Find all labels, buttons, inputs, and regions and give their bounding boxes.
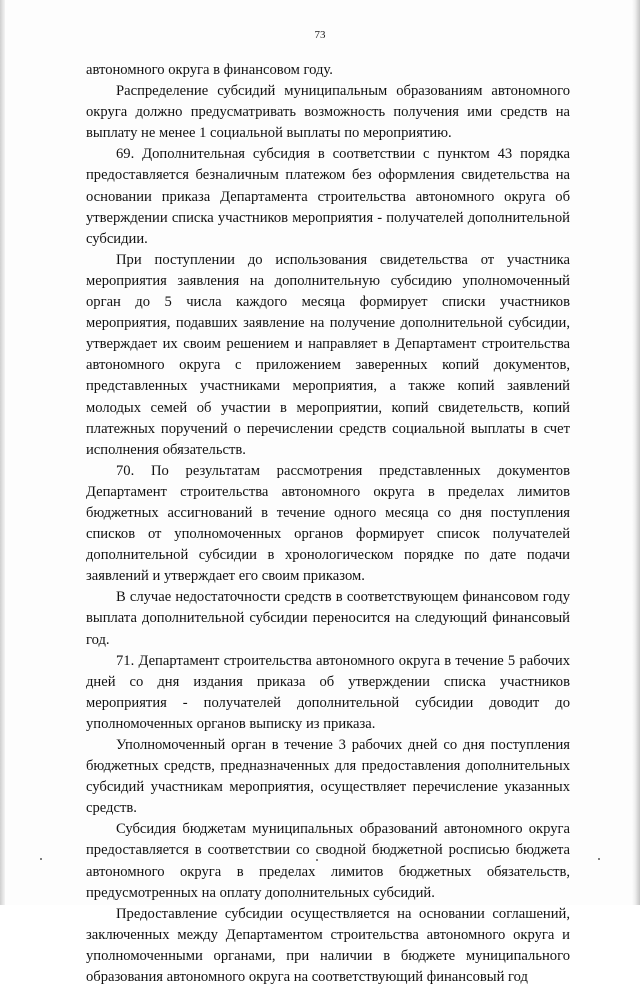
paragraph-budget-subsidy: Субсидия бюджетам муниципальных образований автономного округа предоставляется в соответствии со сводной бюджетной росписью бюджета автономного округа в пределах лимитов бюджетных обязательств, предусмотренных на оплату дополнительных субсидий. <box>86 821 570 901</box>
paragraph-continuation: автономного округа в финансовом году. <box>86 62 333 78</box>
paragraph-application-procedure: При поступлении до использования свидетельства от участника мероприятия заявления на дополнительную субсидию уполномоченный орган до 5 числа каждого месяца формирует списки участников мероприятия, подавших заявление на получение дополнительной субсидии, утверждает их своим решением и направляет в Департамент строительства автономного округа с приложением заверенных копий документов, представленных участниками мероприятия, а также копий заявлений молодых семей об участии в мероприятии, копий свидетельств, копий платежных поручений о перечислении средств социальной выплаты в счет исполнения обязательств. <box>86 251 570 458</box>
page-number: 73 <box>314 29 326 41</box>
paragraph-subsidy-distribution: Распределение субсидий муниципальным образованиям автономного округа должно предусматривать возможность получения ими средств на выплату не менее 1 социальной выплаты по мероприятию. <box>86 83 570 142</box>
scan-speck <box>598 858 600 860</box>
paragraph-item-69: 69. Дополнительная субсидия в соответствии с пунктом 43 порядка предоставляется безналичным платежом без оформления свидетельства на основании приказа Департамента строительства автономного округа об утверждении списка участников мероприятия - получателей дополнительной субсидии. <box>86 146 570 247</box>
scan-speck <box>316 859 318 861</box>
paragraph-insufficient-funds: В случае недостаточности средств в соответствующем финансовом году выплата дополнительной субсидии переносится на следующий финансовый год. <box>86 589 570 648</box>
paragraph-authorized-body: Уполномоченный орган в течение 3 рабочих дней со дня поступления бюджетных средств, предназначенных для предоставления дополнительных субсидий участникам мероприятия, осуществляет перечисление указанных средств. <box>86 737 570 817</box>
scan-edge-left <box>0 0 5 905</box>
paragraph-item-71: 71. Департамент строительства автономного округа в течение 5 рабочих дней со дня издания приказа об утверждении списка участников мероприятия - получателей дополнительной субсидии доводит до уполномоченных органов выписку из приказа. <box>86 652 570 732</box>
paragraph-agreements: Предоставление субсидии осуществляется на основании соглашений, заключенных между Департаментом строительства автономного округа и уполномоченными органами, при наличии в бюджете муниципального образования автономного округа на соответствующий финансовый год <box>86 905 570 986</box>
paragraph-item-70: 70. По результатам рассмотрения представленных документов Департамент строительства автономного округа в пределах лимитов бюджетных ассигнований в течение одного месяца со дня поступления списков от уполномоченных органов формирует список получателей дополнительной субсидии в хронологическом порядке по дате подачи заявлений и утверждает его своим приказом. <box>86 462 570 585</box>
scan-edge-right <box>632 0 640 905</box>
scan-speck <box>40 858 42 860</box>
document-body <box>86 60 570 988</box>
